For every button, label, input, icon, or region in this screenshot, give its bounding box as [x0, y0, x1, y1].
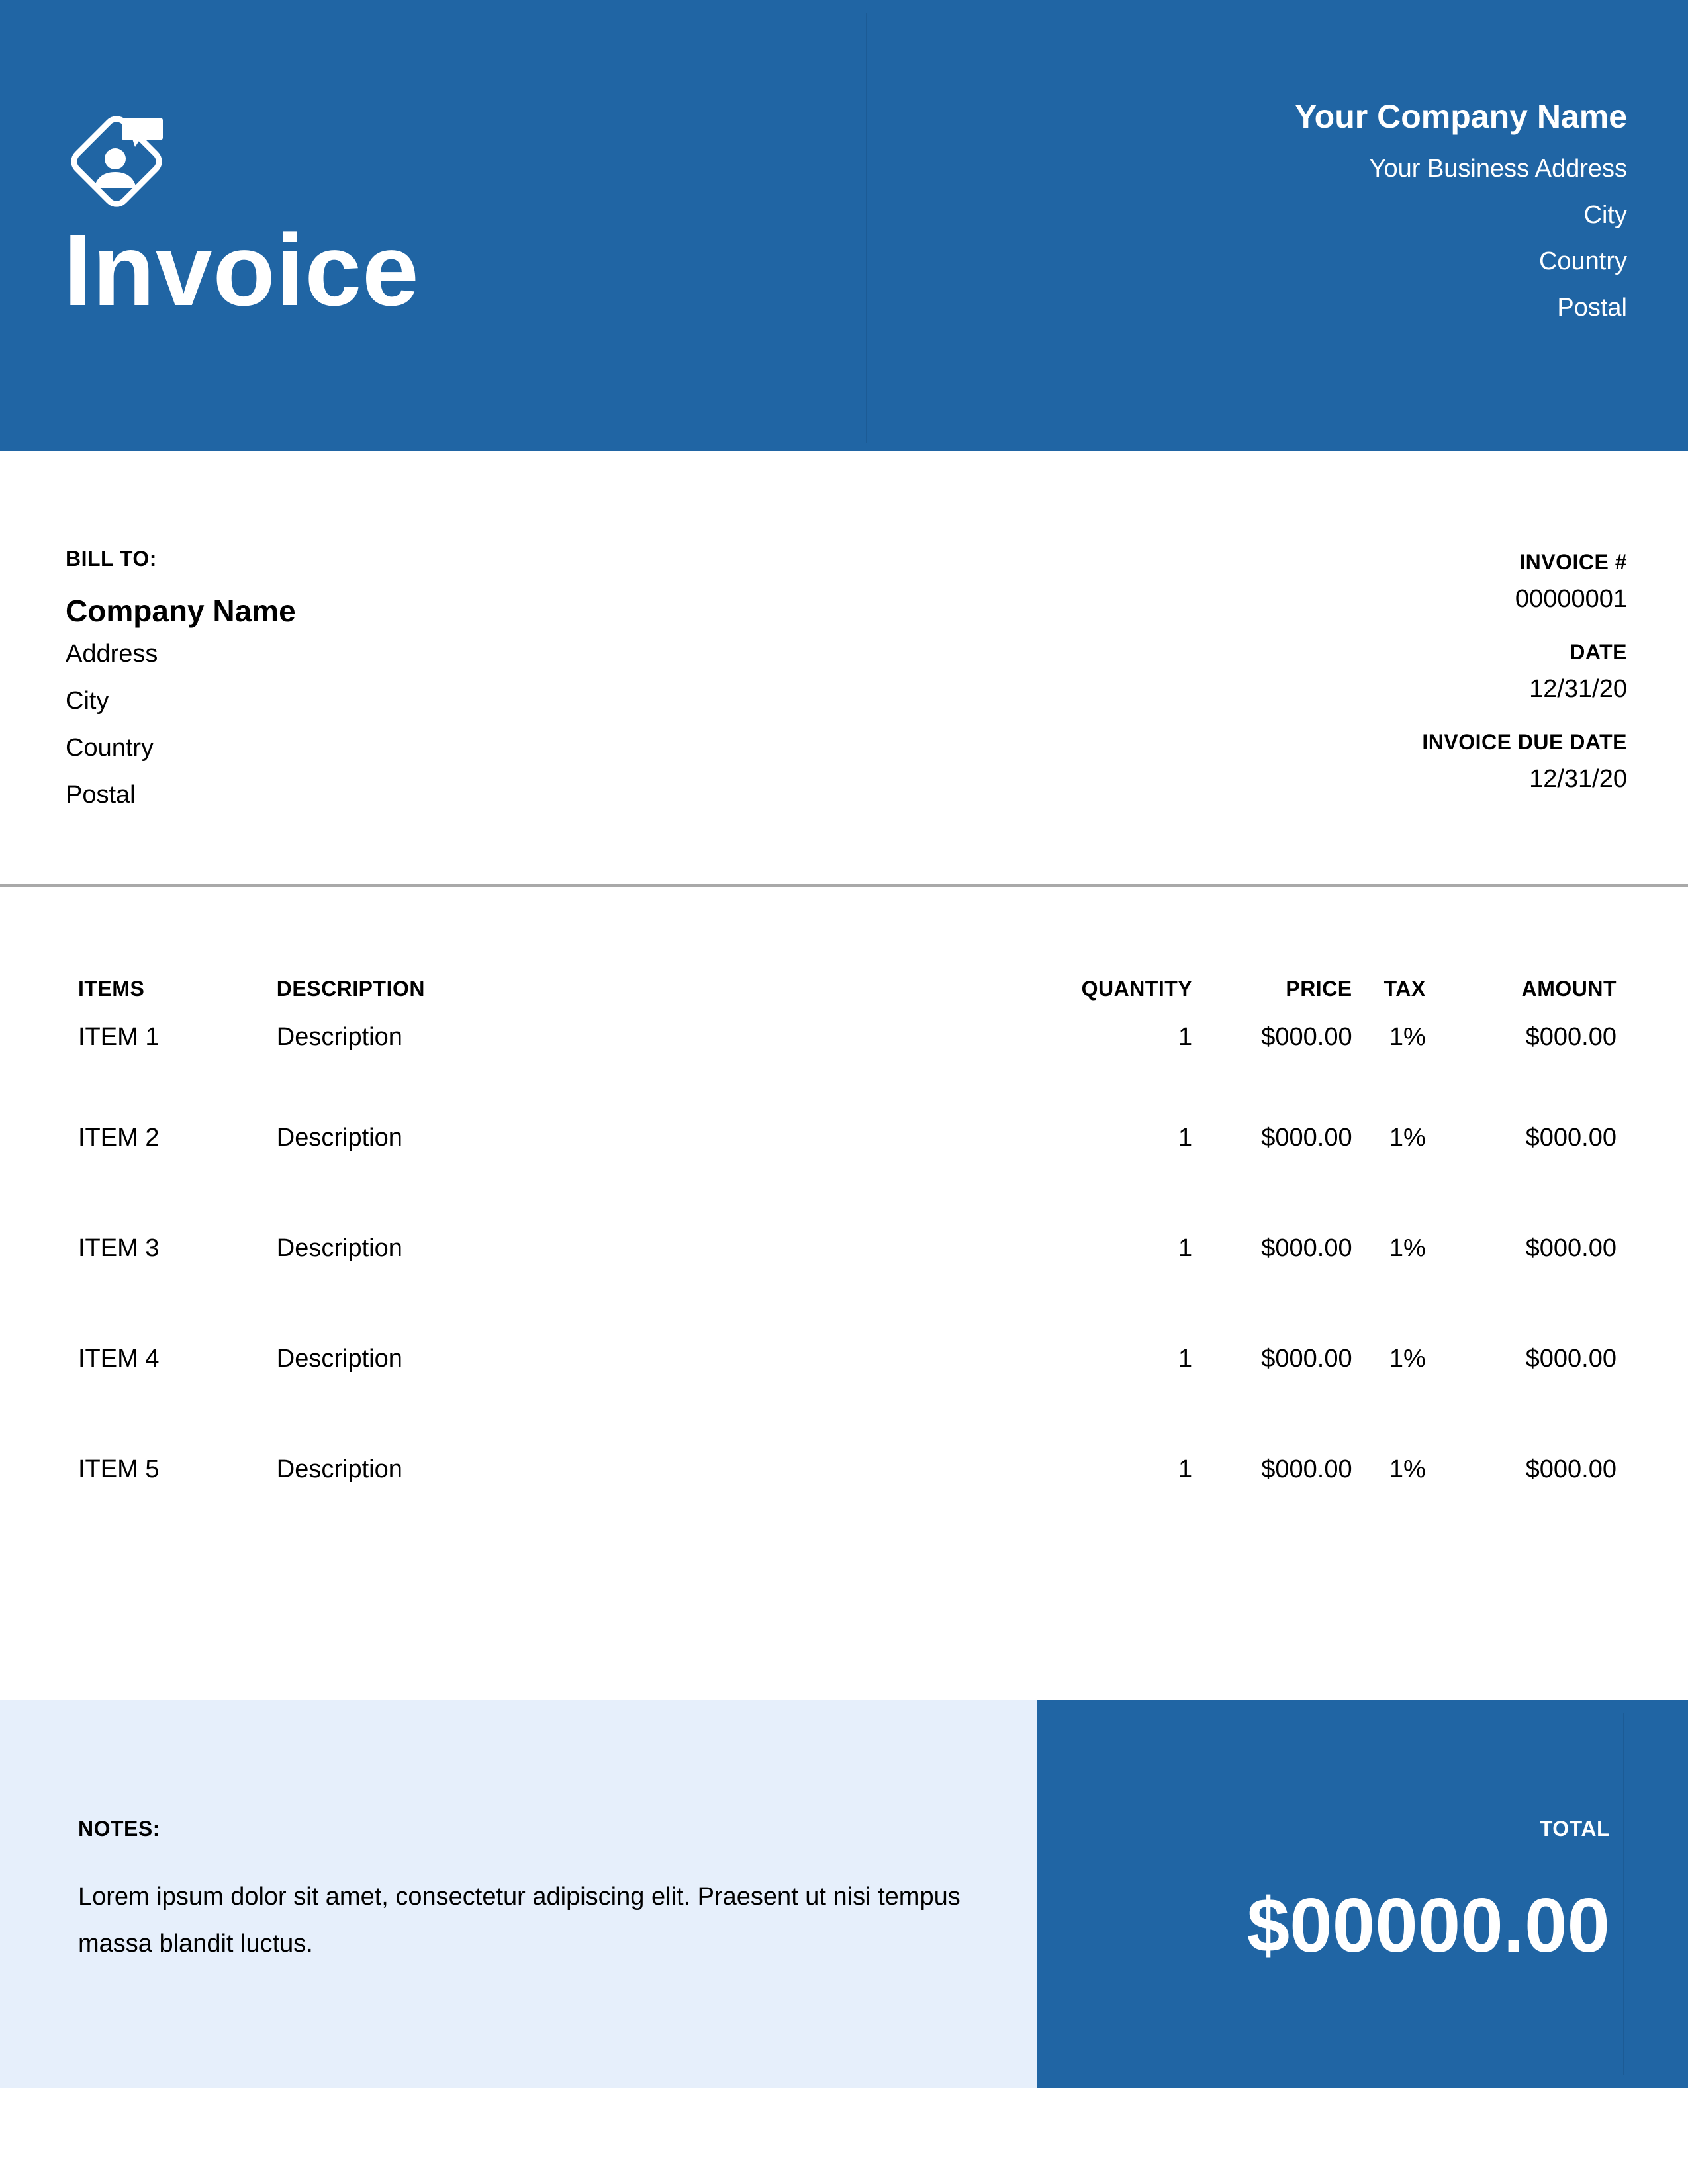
invoice-number: 00000001 — [1515, 585, 1627, 613]
item-name: ITEM 5 — [78, 1455, 160, 1483]
bill-to-city: City — [66, 687, 109, 715]
item-price: $000.00 — [1261, 1023, 1352, 1051]
item-amount: $000.00 — [1525, 1455, 1617, 1483]
section-divider — [0, 884, 1688, 887]
company-city: City — [1583, 201, 1627, 229]
company-info — [1295, 97, 1627, 331]
invoice-number-label: INVOICE # — [1519, 550, 1627, 574]
notes-label: NOTES: — [78, 1817, 160, 1841]
item-description: Description — [276, 1234, 402, 1262]
due-date-label: INVOICE DUE DATE — [1422, 730, 1627, 754]
due-date: 12/31/20 — [1529, 765, 1627, 793]
item-quantity: 1 — [1178, 1455, 1193, 1483]
table-header-row — [78, 977, 1617, 1023]
item-price: $000.00 — [1261, 1455, 1352, 1483]
item-tax: 1% — [1389, 1234, 1426, 1262]
item-quantity: 1 — [1178, 1234, 1193, 1262]
header-quantity: QUANTITY — [1081, 977, 1193, 1001]
company-address: Your Business Address — [1369, 155, 1627, 183]
item-tax: 1% — [1389, 1124, 1426, 1152]
bill-to-label: BILL TO: — [66, 547, 157, 570]
bill-to-country: Country — [66, 734, 154, 762]
item-quantity: 1 — [1178, 1023, 1193, 1051]
item-name: ITEM 2 — [78, 1124, 160, 1152]
item-description: Description — [276, 1455, 402, 1483]
invoice-header — [0, 0, 1688, 451]
item-quantity: 1 — [1178, 1345, 1193, 1373]
item-tax: 1% — [1389, 1455, 1426, 1483]
item-price: $000.00 — [1261, 1124, 1352, 1152]
company-name: Your Company Name — [1295, 98, 1627, 135]
item-price: $000.00 — [1261, 1234, 1352, 1262]
invoice-title: Invoice — [64, 213, 420, 327]
header-description: DESCRIPTION — [276, 977, 425, 1001]
header-amount: AMOUNT — [1521, 977, 1617, 1001]
table-row — [78, 1124, 1617, 1234]
bill-to-section — [66, 547, 296, 819]
header-tax: TAX — [1383, 977, 1426, 1001]
item-amount: $000.00 — [1525, 1124, 1617, 1152]
bill-to-company: Company Name — [66, 594, 296, 628]
item-price: $000.00 — [1261, 1345, 1352, 1373]
bill-to-address: Address — [66, 640, 158, 668]
invoice-date: 12/31/20 — [1529, 675, 1627, 703]
notes-text: Lorem ipsum dolor sit amet, consectetur adipiscing elit. Praesent ut nisi tempus massa blandit luctus. — [78, 1883, 961, 1958]
total-amount: $00000.00 — [1246, 1882, 1610, 1968]
notes-panel — [0, 1700, 1037, 2088]
item-name: ITEM 3 — [78, 1234, 160, 1262]
total-panel — [1037, 1700, 1688, 2088]
bill-to-postal: Postal — [66, 781, 136, 809]
user-speech-bubble-icon — [64, 109, 169, 214]
date-label: DATE — [1570, 640, 1627, 664]
item-quantity: 1 — [1178, 1124, 1193, 1152]
total-label: TOTAL — [1539, 1817, 1610, 1841]
item-description: Description — [276, 1345, 402, 1373]
table-row — [78, 1345, 1617, 1455]
table-row — [78, 1455, 1617, 1566]
item-amount: $000.00 — [1525, 1234, 1617, 1262]
invoice-meta — [1422, 547, 1627, 796]
table-row — [78, 1023, 1617, 1124]
item-description: Description — [276, 1023, 402, 1051]
company-postal: Postal — [1557, 294, 1627, 322]
header-price: PRICE — [1286, 977, 1352, 1001]
item-description: Description — [276, 1124, 402, 1152]
header-items: ITEMS — [78, 977, 145, 1001]
item-amount: $000.00 — [1525, 1345, 1617, 1373]
table-row — [78, 1234, 1617, 1345]
header-divider — [866, 13, 867, 443]
item-tax: 1% — [1389, 1345, 1426, 1373]
item-name: ITEM 4 — [78, 1345, 160, 1373]
total-divider — [1623, 1713, 1624, 2075]
item-tax: 1% — [1389, 1023, 1426, 1051]
item-amount: $000.00 — [1525, 1023, 1617, 1051]
item-name: ITEM 1 — [78, 1023, 160, 1051]
company-country: Country — [1538, 248, 1627, 275]
items-table — [78, 977, 1617, 1566]
